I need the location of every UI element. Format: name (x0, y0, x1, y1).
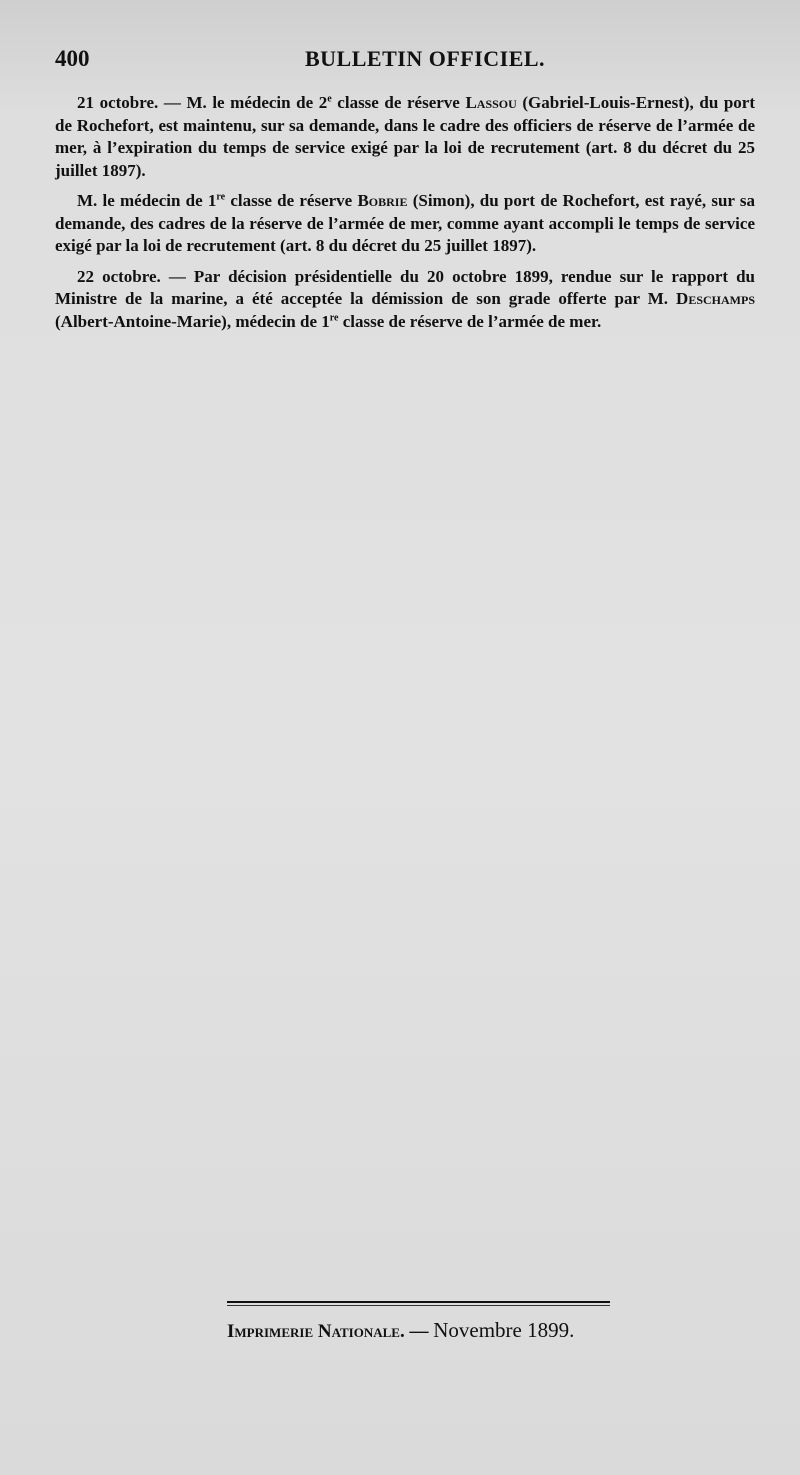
person-name: Bobrie (357, 191, 408, 210)
ordinal-suffix: re (216, 191, 226, 203)
ordinal: 2 (318, 93, 328, 112)
entry-dash: — (158, 93, 187, 112)
footer-rule-thin (227, 1305, 610, 1306)
paragraph-text: Par décision présidentielle du 20 octobre 1899, rendue sur le rapport du Ministre de la marine, a été acceptée la démission de son grade offerte par M. (55, 266, 756, 308)
ordinal: 1 (321, 311, 330, 331)
print-date: Novembre 1899. (433, 1318, 575, 1342)
paragraph-bobrie (55, 190, 755, 258)
paragraph-text: M. le médecin de (77, 191, 208, 210)
paragraph-text: classe de réserve de l’armée de mer. (338, 311, 602, 331)
printer-name: Imprimerie Nationale. (227, 1321, 405, 1342)
paragraph-deschamps (55, 266, 755, 334)
paragraph-text: (Albert-Antoine-Marie), médecin de (55, 311, 322, 331)
page-header (55, 46, 755, 80)
ordinal: 1 (207, 191, 217, 210)
footer-rule (227, 1301, 610, 1303)
ordinal-suffix: e (327, 93, 332, 105)
paragraph-text: M. le médecin de (186, 93, 319, 112)
entry-date: 22 octobre. (77, 266, 161, 286)
page-number: 400 (55, 46, 90, 71)
imprint-dash: — (404, 1321, 434, 1342)
paragraph-lassou (55, 92, 755, 182)
paragraph-text: classe de réserve (225, 191, 358, 210)
person-name: Deschamps (676, 289, 755, 308)
entry-dash: — (160, 266, 194, 286)
ordinal-suffix: re (329, 311, 339, 323)
paragraph-text: (Gabriel-Louis-Ernest), du port de Rochefort, est maintenu, sur sa demande, dans le cadre des officiers de réserve de l’armée de mer, à l’expiration du temps de service exigé par la loi de recrutement (art. 8 du décret du 25 juillet 1897). (55, 93, 756, 180)
running-title: BULLETIN OFFICIEL. (305, 46, 546, 71)
entry-date: 21 octobre. (77, 93, 159, 112)
printer-imprint (227, 1318, 627, 1343)
person-name: Lassou (465, 93, 517, 112)
paragraph-text: (Simon), du port de Rochefort, est rayé, sur sa demande, des cadres de la réserve de l’armée de mer, comme ayant accompli le temps de service exigé par la loi de recrutement (art. 8 du décret du 25 juillet 1897). (55, 191, 756, 255)
body-text (55, 92, 755, 341)
paragraph-text: classe de réserve (331, 93, 466, 112)
